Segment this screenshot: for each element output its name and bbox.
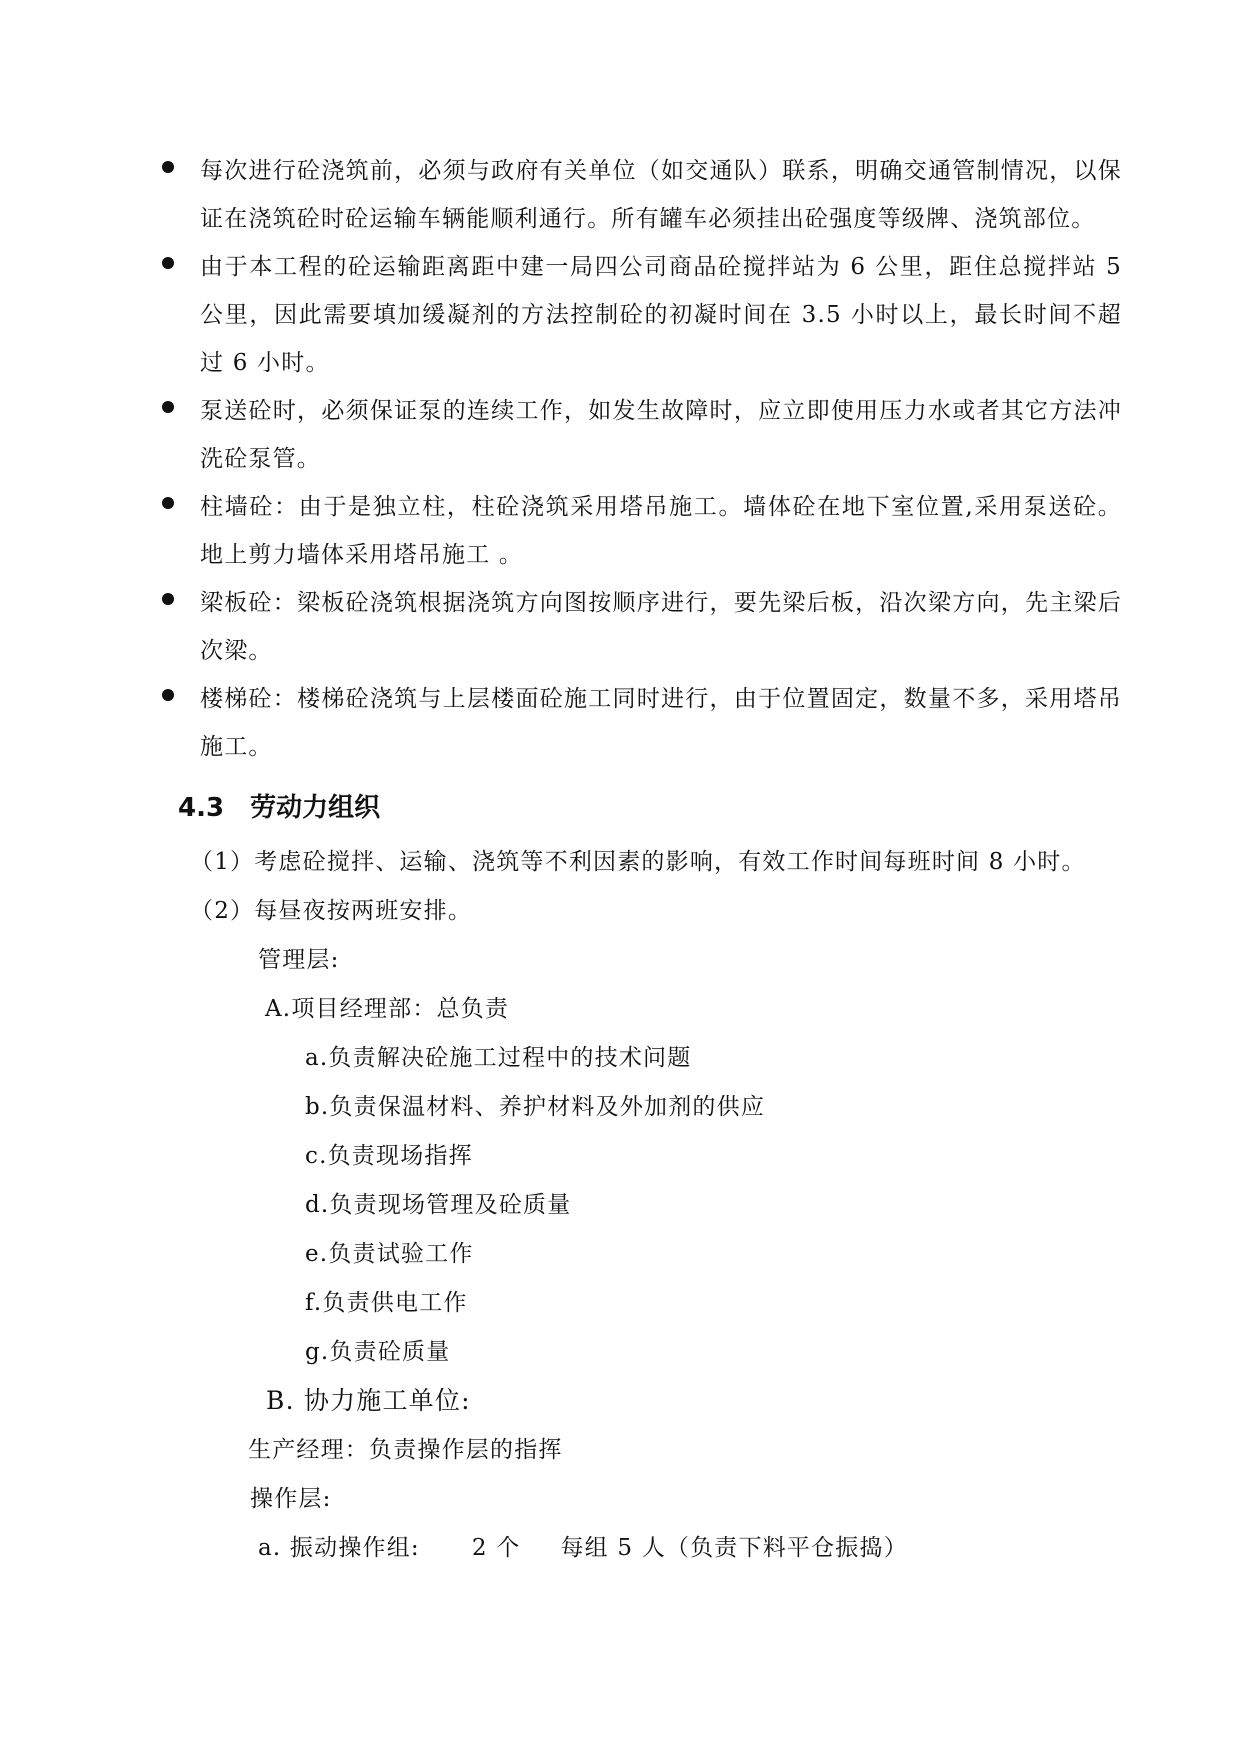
responsibility-item: b.负责保温材料、养护材料及外加剂的供应: [305, 1094, 766, 1120]
responsibility-item: f.负责供电工作: [305, 1290, 468, 1316]
operations-label: 操作层:: [250, 1486, 332, 1512]
bullet-text: 泵送砼时，必须保证泵的连续工作，如发生故障时，应立即使用压力水或者其它方法冲洗砼泵管。: [200, 398, 1122, 472]
responsibility-item: c.负责现场指挥: [305, 1143, 473, 1169]
responsibility-item: e.负责试验工作: [305, 1241, 474, 1267]
bullet-dot-icon: [162, 497, 174, 509]
dept-a-line: A.项目经理部：总负责: [265, 996, 510, 1022]
responsibility-item: g.负责砼质量: [305, 1339, 451, 1365]
section-number: 4.3: [178, 793, 225, 823]
section-title: 劳动力组织: [250, 793, 381, 823]
vibration-group-label: a. 振动操作组:: [258, 1535, 420, 1561]
bullet-text: 柱墙砼：由于是独立柱，柱砼浇筑采用塔吊施工。墙体砼在地下室位置,采用泵送砼。地上剪力墙体采用塔吊施工 。: [200, 494, 1122, 568]
bullet-dot-icon: [162, 689, 174, 701]
bullet-item: [162, 147, 1122, 243]
section-heading: [178, 790, 380, 826]
responsibility-item: a.负责解决砼施工过程中的技术问题: [305, 1045, 692, 1071]
bullet-dot-icon: [162, 401, 174, 413]
bullet-dot-icon: [162, 257, 174, 269]
bullet-dot-icon: [162, 161, 174, 173]
responsibility-item: d.负责现场管理及砼质量: [305, 1192, 572, 1218]
bullet-item: [162, 483, 1122, 579]
bullet-item: [162, 675, 1122, 771]
production-manager-line: 生产经理：负责操作层的指挥: [248, 1437, 563, 1463]
management-label: 管理层:: [258, 947, 340, 973]
bullet-text: 每次进行砼浇筑前，必须与政府有关单位（如交通队）联系，明确交通管制情况，以保证在浇筑砼时砼运输车辆能顺利通行。所有罐车必须挂出砼强度等级牌、浇筑部位。: [200, 158, 1122, 232]
bullet-text: 由于本工程的砼运输距离距中建一局四公司商品砼搅拌站为 6 公里，距住总搅拌站 5 公里，因此需要填加缓凝剂的方法控制砼的初凝时间在 3.5 小时以上，最长时间不超过 6 小时。: [200, 254, 1122, 376]
bullet-text: 楼梯砼：楼梯砼浇筑与上层楼面砼施工同时进行，由于位置固定，数量不多，采用塔吊施工。: [200, 686, 1122, 760]
bullet-dot-icon: [162, 593, 174, 605]
paragraph-2: （2）每昼夜按两班安排。: [190, 898, 473, 924]
dept-b-line: B. 协力施工单位:: [266, 1386, 471, 1415]
vibration-group-line: [258, 1532, 908, 1564]
bullet-item: [162, 579, 1122, 675]
vibration-group-detail: 每组 5 人（负责下料平仓振捣）: [560, 1535, 908, 1561]
bullet-text: 梁板砼：梁板砼浇筑根据浇筑方向图按顺序进行，要先梁后板，沿次梁方向，先主梁后次梁。: [200, 590, 1122, 664]
bullet-item: [162, 243, 1122, 387]
bullet-item: [162, 387, 1122, 483]
vibration-group-count: 2 个: [471, 1535, 521, 1561]
paragraph-1: （1）考虑砼搅拌、运输、浇筑等不利因素的影响，有效工作时间每班时间 8 小时。: [190, 849, 1086, 875]
